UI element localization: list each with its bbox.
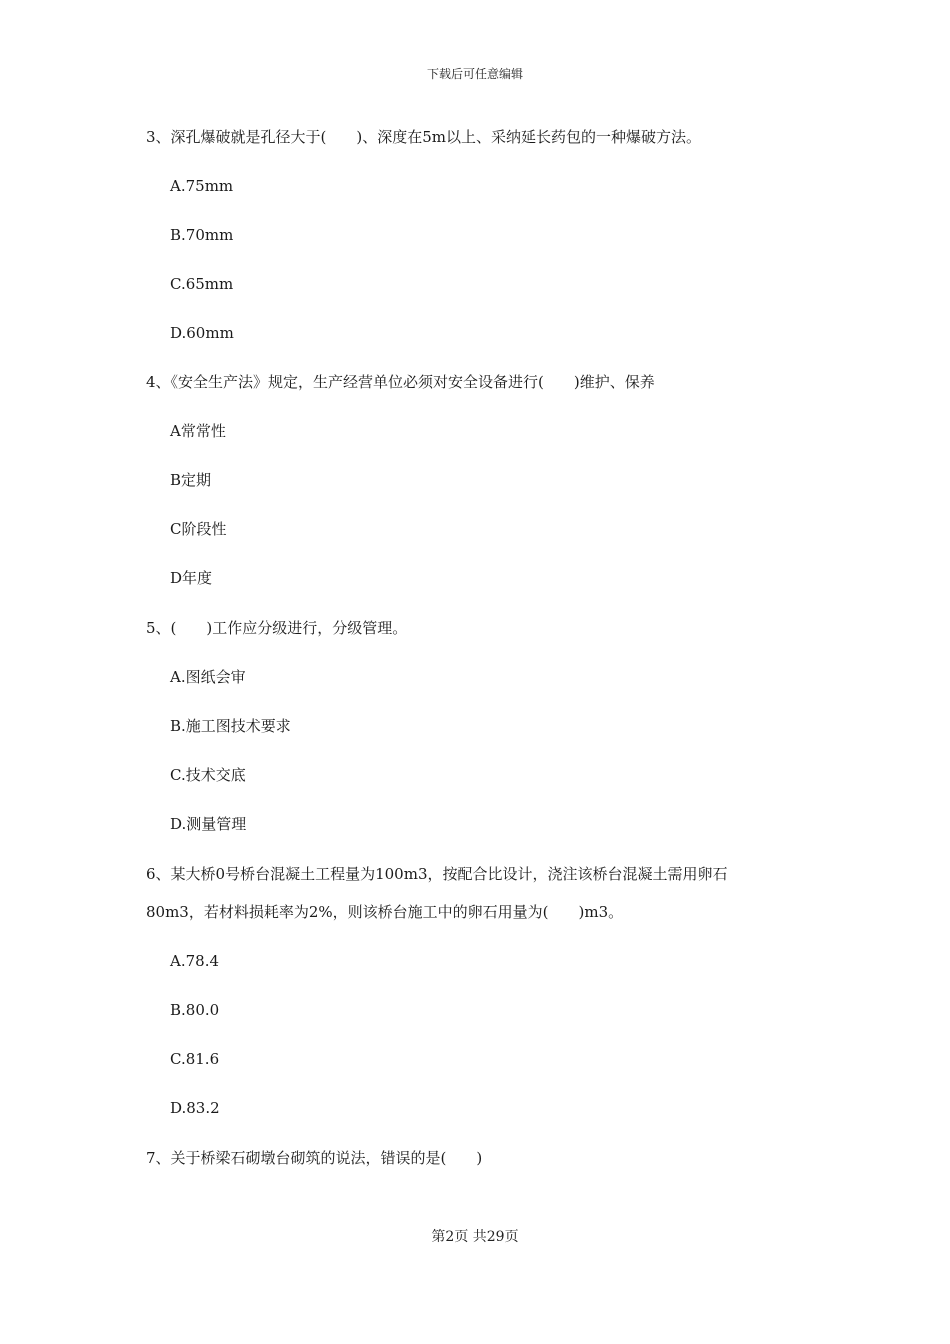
question-4-option-b: B定期 [170, 471, 212, 489]
question-4-stem: 4、《安全生产法》规定，生产经营单位必须对安全设备进行( )维护、保养 [146, 373, 655, 391]
question-5-option-a: A.图纸会审 [170, 668, 246, 686]
question-4-option-c: C阶段性 [170, 520, 227, 538]
question-3-option-d: D.60mm [170, 324, 234, 342]
page-header: 下载后可任意编辑 [426, 67, 523, 81]
question-6-stem-line-1: 6、某大桥0号桥台混凝土工程量为100m3，按配合比设计，浇注该桥台混凝土需用卵石 [146, 865, 728, 883]
question-3-option-a: A.75mm [170, 177, 234, 195]
question-3-option-c: C.65mm [170, 275, 234, 293]
question-5-stem: 5、( )工作应分级进行，分级管理。 [146, 619, 408, 637]
question-5-option-b: B.施工图技术要求 [170, 717, 291, 735]
question-5-option-d: D.测量管理 [170, 815, 247, 833]
question-7-stem: 7、关于桥梁石砌墩台砌筑的说法，错误的是( ) [146, 1149, 483, 1167]
question-6-option-c: C.81.6 [170, 1050, 220, 1068]
question-6-option-d: D.83.2 [170, 1099, 220, 1117]
question-6-option-b: B.80.0 [170, 1001, 220, 1019]
question-3-stem: 3、深孔爆破就是孔径大于( )、深度在5m以上、采纳延长药包的一种爆破方法。 [146, 128, 702, 146]
question-5-option-c: C.技术交底 [170, 766, 246, 784]
question-4-option-a: A常常性 [170, 422, 226, 440]
page-footer: 第2页 共29页 [431, 1229, 519, 1245]
question-4-option-d: D年度 [170, 569, 213, 587]
question-3-option-b: B.70mm [170, 226, 234, 244]
question-6-stem-line-2: 80m3，若材料损耗率为2%，则该桥台施工中的卵石用量为( )m3。 [146, 903, 624, 921]
question-6-option-a: A.78.4 [170, 952, 219, 970]
